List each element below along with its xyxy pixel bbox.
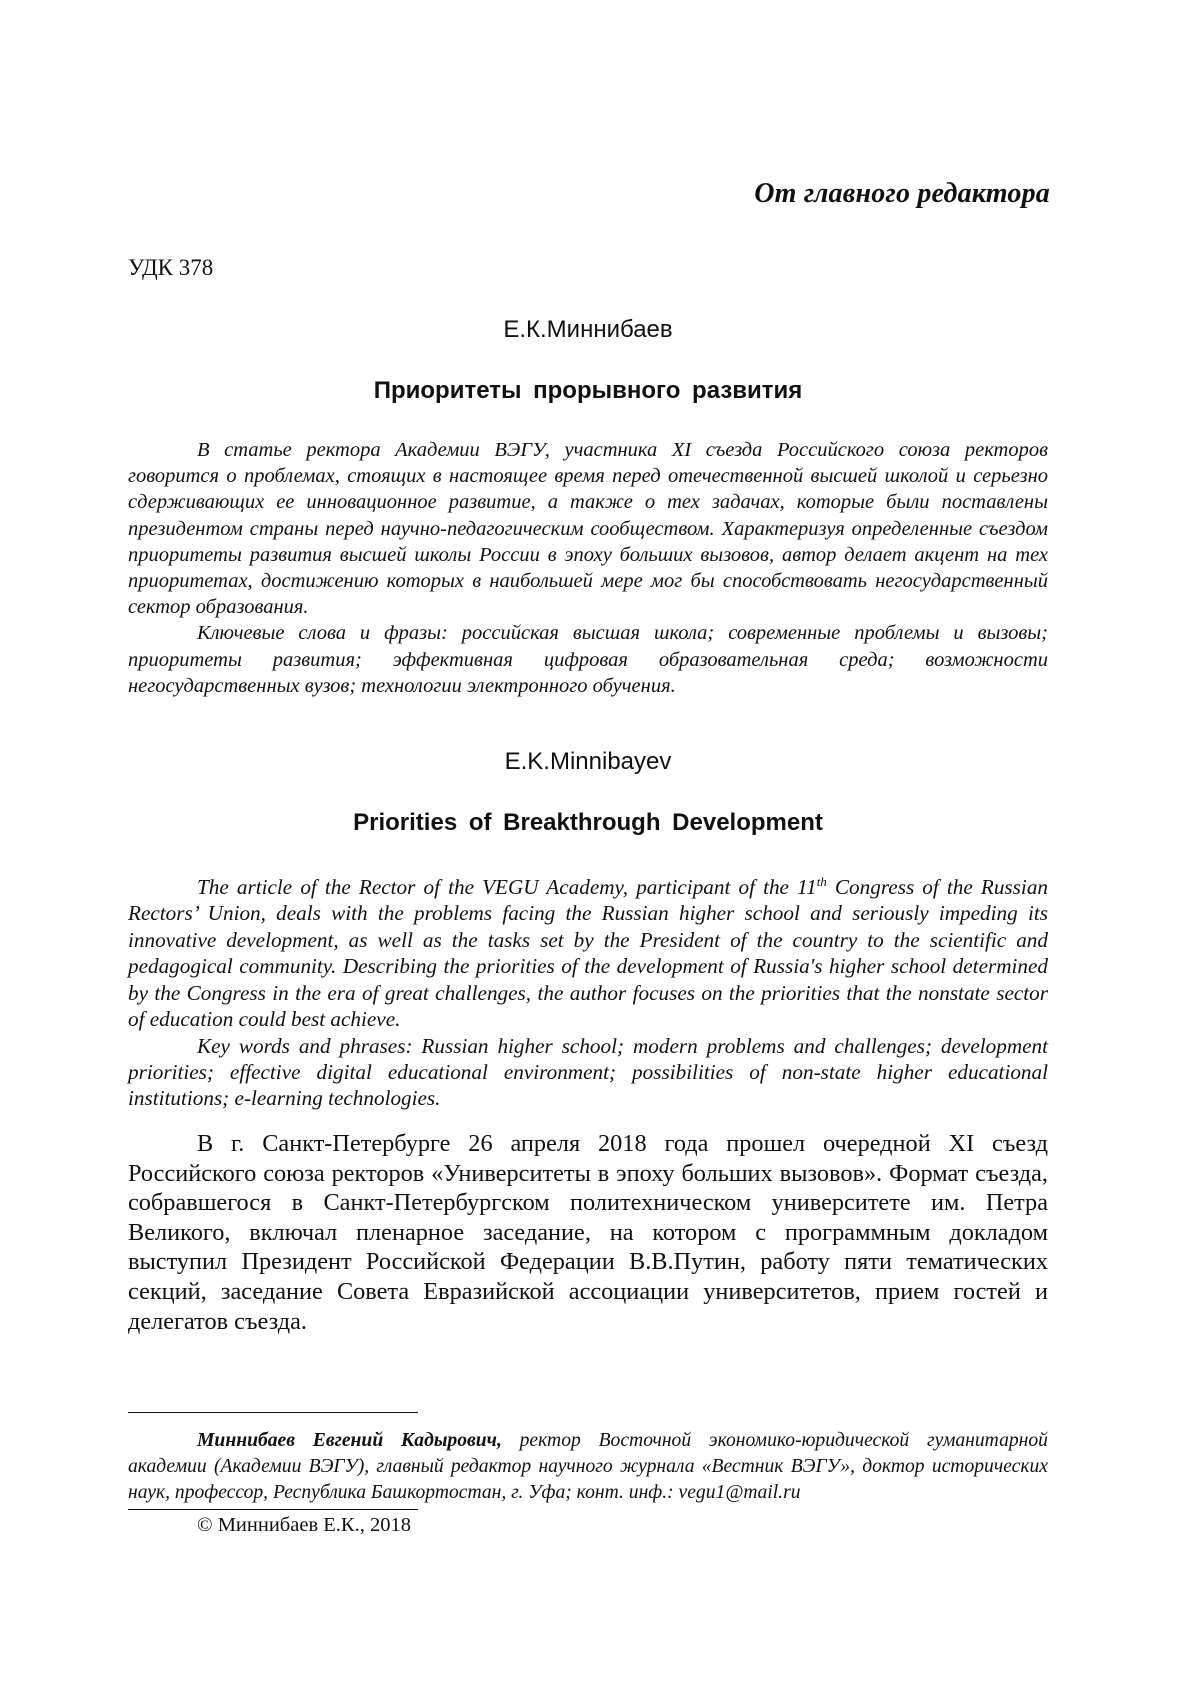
abstract-en-text — [128, 869, 1048, 1033]
ordinal-suffix: th — [816, 874, 827, 889]
footnote-divider — [128, 1412, 418, 1413]
author-en: E.K.Minnibayev — [504, 748, 672, 775]
abstract-en-part-1: The article of the Rector of the VEGU Academy, participant of the 11 — [197, 875, 817, 900]
footnote-author-name: Миннибаев Евгений Кадырович, — [197, 1430, 502, 1451]
abstract-ru — [128, 437, 1048, 699]
author-ru: Е.К.Миннибаев — [503, 316, 673, 343]
body-paragraph: В г. Санкт-Петербурге 26 апреля 2018 года прошел очередной XI съезд Российского союза ректоров «Университеты в эпоху больших вызовов». Формат съезда, собравшегося в Санкт-Петербургском политехническом университете им. Петра Великого, включал пленарное заседание, на котором с программным докладом выступил Президент Российской Федерации В.В.Путин, работу пяти тематических секций, заседание Совета Евразийской ассоциации университетов, прием гостей и делегатов съезда. — [128, 1130, 1048, 1335]
copyright-divider — [128, 1509, 418, 1510]
title-en: Priorities of Breakthrough Development — [353, 809, 823, 836]
abstract-en — [128, 869, 1048, 1112]
title-ru: Приоритеты прорывного развития — [373, 377, 803, 404]
abstract-en-part-2: Congress of the Russian Rectors’ Union, deals with the problems facing the Russian higher school and seriously impeding its innovative development, as well as the tasks set by the President of the country to the scientific and pedagogical community. Describing the priorities of the development of Russia's higher school determined by the Congress in the era of great challenges, the author focuses on the priorities that the nonstate sector of education could best achieve. — [128, 875, 1049, 1032]
udk-code: УДК 378 — [128, 255, 214, 280]
keywords-en: Key words and phrases: Russian higher school; modern problems and challenges; development priorities; effective digital educational environment; possibilities of non-state higher educational institutions; e-learning technologies. — [128, 1033, 1048, 1111]
author-footnote — [128, 1428, 1048, 1506]
abstract-ru-text: В статье ректора Академии ВЭГУ, участника XI съезда Российского союза ректоров говорится о проблемах, стоящих в настоящее время перед отечественной высшей школой и серьезно сдерживающих ее инновационное развитие, а также о тех задачах, которые были поставлены президентом страны перед научно-педагогическим сообществом. Характеризуя определенные съездом приоритеты развития высшей школы России в эпоху больших вызовов, автор делает акцент на тех приоритетах, достижению которых в наибольшей мере мог бы способствовать негосударственный сектор образования. — [128, 439, 1048, 619]
copyright: © Миннибаев Е.К., 2018 — [197, 1514, 411, 1536]
section-label: От главного редактора — [754, 178, 1050, 209]
keywords-ru: Ключевые слова и фразы: российская высшая школа; современные проблемы и вызовы; приоритеты развития; эффективная цифровая образовательная среда; возможности негосударственных вузов; технологии электронного обучения. — [128, 622, 1048, 697]
footnote-author-info: ректор Восточной экономико-юридической гуманитарной академии (Академии ВЭГУ), главный редактор научного журнала «Вестник ВЭГУ», доктор исторических наук, профессор, Республика Башкортостан, г. Уфа; конт. инф.: vegu1@mail.ru — [128, 1430, 1048, 1503]
